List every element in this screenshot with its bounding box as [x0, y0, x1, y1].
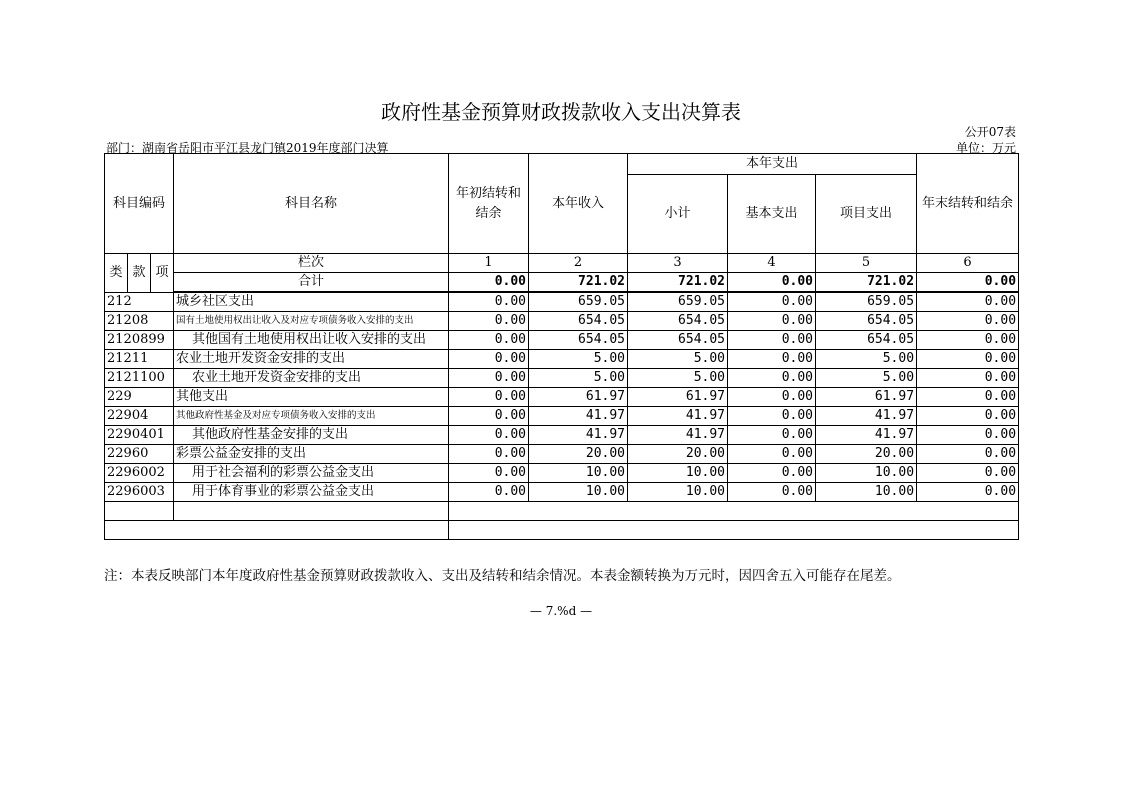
- row-code: 22904: [105, 407, 174, 426]
- row-value: 20.00: [628, 445, 728, 464]
- row-value: 0.00: [449, 483, 529, 502]
- col-num: 6: [917, 254, 1019, 273]
- row-value: 5.00: [816, 369, 917, 388]
- row-name: 农业土地开发资金安排的支出: [174, 369, 449, 388]
- header-name: 科目名称: [174, 154, 449, 254]
- header-closing-balance: 年末结转和结余: [917, 154, 1019, 254]
- total-value: 721.02: [816, 273, 917, 293]
- header-subtotal: 小计: [628, 175, 728, 254]
- row-value: 0.00: [728, 331, 816, 350]
- col-num: 4: [728, 254, 816, 273]
- row-value: 0.00: [917, 483, 1019, 502]
- row-value: 654.05: [816, 312, 917, 331]
- row-code: 2290401: [105, 426, 174, 445]
- row-name: 城乡社区支出: [174, 292, 449, 312]
- header-lei: 类: [105, 254, 128, 293]
- empty-row: [105, 521, 1019, 540]
- table-row: [105, 464, 1019, 483]
- page-number: — 7.%d —: [529, 604, 593, 618]
- row-code: 229: [105, 388, 174, 407]
- row-value: 10.00: [628, 483, 728, 502]
- row-value: 10.00: [628, 464, 728, 483]
- header-code: 科目编码: [105, 154, 174, 254]
- total-label: 合计: [174, 273, 449, 293]
- row-value: 61.97: [628, 388, 728, 407]
- table-row: [105, 445, 1019, 464]
- row-value: 0.00: [449, 312, 529, 331]
- header-row-1: [105, 154, 1019, 175]
- row-name: 用于社会福利的彩票公益金支出: [174, 464, 449, 483]
- empty-cell: [449, 521, 1019, 540]
- row-value: 0.00: [728, 292, 816, 312]
- row-value: 5.00: [816, 350, 917, 369]
- header-project: 项目支出: [816, 175, 917, 254]
- row-name: 农业土地开发资金安排的支出: [174, 350, 449, 369]
- row-value: 654.05: [628, 331, 728, 350]
- row-value: 41.97: [628, 426, 728, 445]
- table-row: [105, 292, 1019, 312]
- row-value: 0.00: [728, 312, 816, 331]
- row-value: 41.97: [529, 426, 628, 445]
- total-value: 0.00: [917, 273, 1019, 293]
- row-code: 21211: [105, 350, 174, 369]
- row-value: 0.00: [728, 350, 816, 369]
- row-value: 10.00: [816, 464, 917, 483]
- table-row: [105, 369, 1019, 388]
- row-value: 0.00: [917, 312, 1019, 331]
- col-num: 3: [628, 254, 728, 273]
- row-name: 其他政府性基金安排的支出: [174, 426, 449, 445]
- row-name: 其他国有土地使用权出让收入安排的支出: [174, 331, 449, 350]
- row-value: 41.97: [816, 407, 917, 426]
- row-value: 659.05: [628, 292, 728, 312]
- row-name: 其他支出: [174, 388, 449, 407]
- row-code: 22960: [105, 445, 174, 464]
- col-num: 5: [816, 254, 917, 273]
- row-value: 5.00: [628, 369, 728, 388]
- empty-cell: [449, 502, 1019, 521]
- total-value: 0.00: [728, 273, 816, 293]
- row-value: 61.97: [816, 388, 917, 407]
- header-expense: 本年支出: [628, 154, 917, 175]
- row-value: 654.05: [628, 312, 728, 331]
- table-row: [105, 312, 1019, 331]
- empty-cell: [174, 502, 449, 521]
- row-value: 10.00: [816, 483, 917, 502]
- row-value: 20.00: [529, 445, 628, 464]
- row-value: 659.05: [816, 292, 917, 312]
- header-basic: 基本支出: [728, 175, 816, 254]
- total-value: 0.00: [449, 273, 529, 293]
- table-row: [105, 388, 1019, 407]
- row-name: 其他政府性基金及对应专项债务收入安排的支出: [174, 407, 449, 426]
- table-row: [105, 426, 1019, 445]
- total-row: [105, 273, 1019, 293]
- column-row-label: 栏次: [174, 254, 449, 273]
- row-value: 0.00: [917, 350, 1019, 369]
- row-value: 659.05: [529, 292, 628, 312]
- row-code: 2296002: [105, 464, 174, 483]
- unit-label: 单位：万元: [955, 141, 1016, 155]
- budget-table: [104, 153, 1019, 540]
- row-value: 0.00: [917, 292, 1019, 312]
- row-value: 0.00: [728, 426, 816, 445]
- total-value: 721.02: [628, 273, 728, 293]
- col-num: 1: [449, 254, 529, 273]
- footnote: 注：本表反映部门本年度政府性基金预算财政拨款收入、支出及结转和结余情况。本表金额转换为万元时，因四舍五入可能存在尾差。: [104, 568, 901, 584]
- row-value: 0.00: [728, 388, 816, 407]
- empty-row: [105, 502, 1019, 521]
- row-value: 0.00: [728, 483, 816, 502]
- row-value: 10.00: [529, 464, 628, 483]
- row-value: 0.00: [917, 388, 1019, 407]
- row-value: 61.97: [529, 388, 628, 407]
- row-value: 0.00: [917, 369, 1019, 388]
- row-value: 20.00: [816, 445, 917, 464]
- row-code: 2120899: [105, 331, 174, 350]
- row-value: 0.00: [728, 445, 816, 464]
- col-num: 2: [529, 254, 628, 273]
- row-code: 21208: [105, 312, 174, 331]
- header-opening-balance: 年初结转和结余: [449, 154, 529, 254]
- row-value: 0.00: [728, 407, 816, 426]
- row-value: 0.00: [917, 445, 1019, 464]
- table-row: [105, 407, 1019, 426]
- row-value: 0.00: [449, 350, 529, 369]
- row-value: 0.00: [449, 445, 529, 464]
- table-row: [105, 483, 1019, 502]
- row-code: 2296003: [105, 483, 174, 502]
- row-value: 5.00: [529, 350, 628, 369]
- header-kuan: 款: [128, 254, 151, 293]
- row-value: 0.00: [728, 464, 816, 483]
- row-value: 5.00: [529, 369, 628, 388]
- row-value: 41.97: [628, 407, 728, 426]
- empty-cell: [105, 502, 174, 521]
- table-row: [105, 350, 1019, 369]
- row-code: 2121100: [105, 369, 174, 388]
- row-value: 0.00: [449, 388, 529, 407]
- row-value: 0.00: [917, 331, 1019, 350]
- row-value: 0.00: [917, 464, 1019, 483]
- row-value: 654.05: [529, 312, 628, 331]
- row-name: 彩票公益金安排的支出: [174, 445, 449, 464]
- row-code: 212: [105, 292, 174, 312]
- form-number: 公开07表: [964, 125, 1016, 139]
- page-title: 政府性基金预算财政拨款收入支出决算表: [381, 100, 741, 124]
- department-label: 部门：湖南省岳阳市平江县龙门镇2019年度部门决算: [106, 141, 389, 155]
- row-value: 0.00: [917, 426, 1019, 445]
- row-value: 41.97: [816, 426, 917, 445]
- row-name: 国有土地使用权出让收入及对应专项债务收入安排的支出: [174, 312, 449, 331]
- row-value: 0.00: [449, 426, 529, 445]
- total-value: 721.02: [529, 273, 628, 293]
- header-xiang: 项: [151, 254, 174, 293]
- empty-cell: [105, 521, 449, 540]
- row-value: 0.00: [449, 331, 529, 350]
- row-value: 5.00: [628, 350, 728, 369]
- row-value: 654.05: [529, 331, 628, 350]
- row-value: 0.00: [728, 369, 816, 388]
- row-value: 0.00: [917, 407, 1019, 426]
- table-row: [105, 331, 1019, 350]
- row-value: 0.00: [449, 464, 529, 483]
- row-value: 0.00: [449, 292, 529, 312]
- row-value: 0.00: [449, 369, 529, 388]
- row-name: 用于体育事业的彩票公益金支出: [174, 483, 449, 502]
- row-value: 41.97: [529, 407, 628, 426]
- column-number-row: [105, 254, 1019, 273]
- row-value: 0.00: [449, 407, 529, 426]
- row-value: 10.00: [529, 483, 628, 502]
- row-value: 654.05: [816, 331, 917, 350]
- header-income: 本年收入: [529, 154, 628, 254]
